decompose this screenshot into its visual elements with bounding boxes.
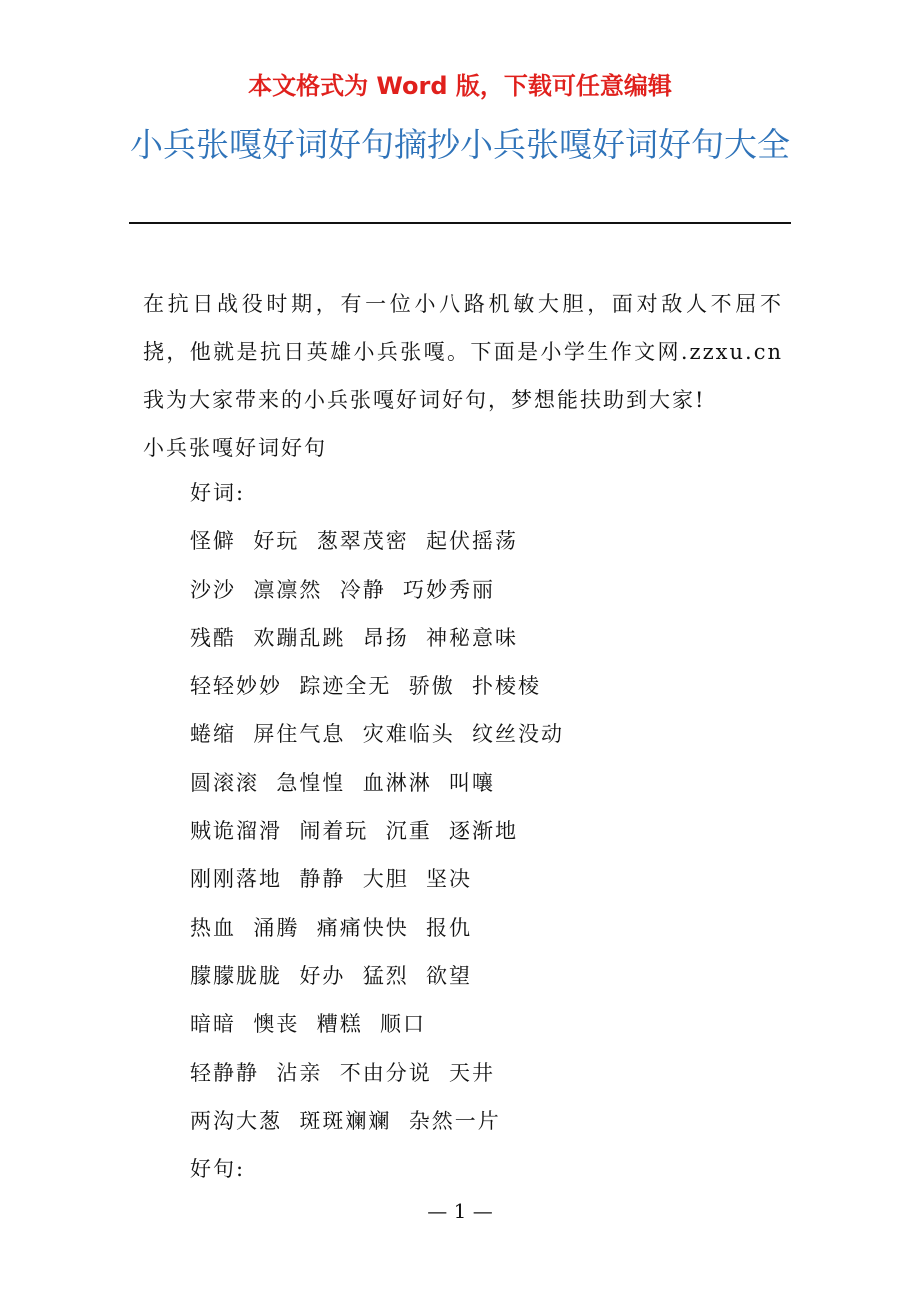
word-line: 圆滚滚 急惶惶 血淋淋 叫嚷 <box>190 770 496 795</box>
word-line: 两沟大葱 斑斑斓斓 杂然一片 <box>190 1108 501 1133</box>
intro-paragraph <box>143 280 783 472</box>
intro-text: 在抗日战役时期，有一位小八路机敏大胆，面对敌人不屈不挠，他就是抗日英雄小兵张嘎。下面是小学生作文网.zzxu.cn我为大家带来的小兵张嘎好词好句，梦想能扶助到大家! <box>143 292 783 412</box>
word-line: 热血 涌腾 痛痛快快 报仇 <box>190 915 473 940</box>
word-line: 怪僻 好玩 葱翠茂密 起伏摇荡 <box>190 529 519 554</box>
sentences-heading: 好句: <box>190 1157 246 1182</box>
page-number: — 1 — <box>427 1199 493 1223</box>
word-line: 蜷缩 屏住气息 灾难临头 纹丝没动 <box>190 722 565 747</box>
word-line: 贼诡溜滑 闹着玩 沉重 逐渐地 <box>190 819 519 844</box>
section-subtitle: 小兵张嘎好词好句 <box>143 436 327 460</box>
word-line: 刚刚落地 静静 大胆 坚决 <box>190 867 473 892</box>
word-line: 残酷 欢蹦乱跳 昂扬 神秘意味 <box>190 625 519 650</box>
word-line: 轻静静 沾亲 不由分说 天井 <box>190 1060 496 1085</box>
document-title: 小兵张嘎好词好句摘抄小兵张嘎好词好句大全 <box>130 125 790 164</box>
title-divider <box>129 222 791 224</box>
format-notice: 本文格式为 Word 版，下载可任意编辑 <box>248 72 672 100</box>
words-section <box>190 469 790 1193</box>
word-line: 沙沙 凛凛然 冷静 巧妙秀丽 <box>190 577 496 602</box>
word-line: 暗暗 懊丧 糟糕 顺口 <box>190 1012 427 1037</box>
word-line: 朦朦胧胧 好办 猛烈 欲望 <box>190 963 473 988</box>
word-line: 轻轻妙妙 踪迹全无 骄傲 扑棱棱 <box>190 674 542 699</box>
words-heading: 好词: <box>190 481 246 505</box>
